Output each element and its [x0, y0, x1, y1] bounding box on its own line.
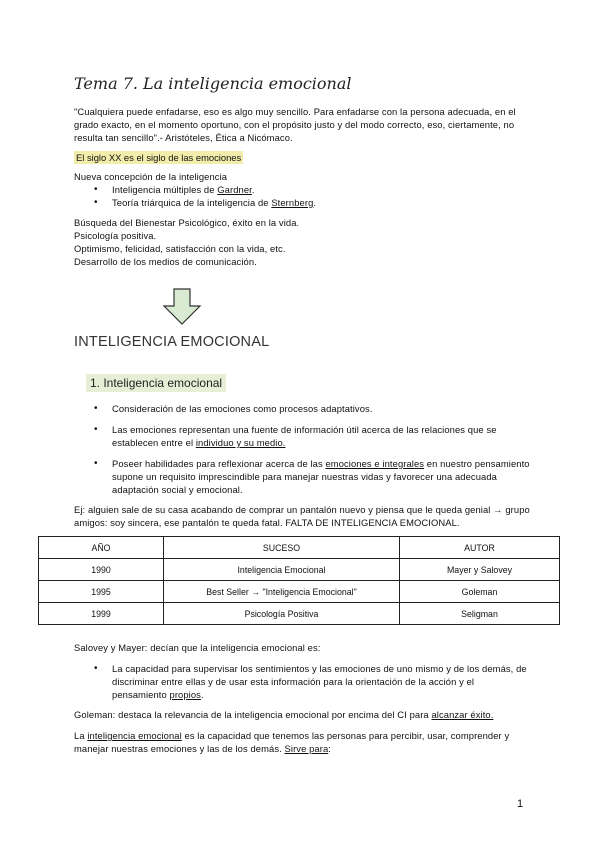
document-title: Tema 7. La inteligencia emocional [74, 74, 352, 93]
text: Poseer habilidades para reflexionar acerca de las [112, 458, 326, 469]
underlined-text: emociones e integrales [325, 458, 425, 469]
list-item [90, 662, 530, 701]
definition-paragraph [74, 729, 534, 755]
salovey-paragraph: Salovey y Mayer: decían que la inteligencia emocional es: [74, 642, 321, 653]
highlighted-statement: El siglo XX es el siglo de las emociones [76, 152, 242, 163]
list-item [90, 402, 530, 415]
down-arrow-icon [162, 288, 202, 331]
line: Búsqueda del Bienestar Psicológico, éxito en la vida. [74, 217, 300, 228]
text: en nuestro pensamiento supone un requisito imprescindible para manejar nuestras vidas y favorecer una adecuada adaptación social y emocional. [112, 458, 530, 495]
line: Psicología positiva. [74, 230, 157, 241]
table-header-row [39, 537, 560, 559]
gardner-link: Gardner [217, 184, 252, 195]
underlined-text: alcanzar éxito. [431, 709, 494, 720]
table-cell: Psicología Positiva [164, 603, 400, 625]
text: : [328, 743, 331, 754]
underlined-text: propios [169, 689, 201, 700]
list-item [90, 457, 530, 496]
underlined-text: Sirve para [284, 743, 329, 754]
text: . [200, 689, 204, 700]
section-heading: INTELIGENCIA EMOCIONAL [74, 334, 270, 350]
table-cell: Best Seller → "Inteligencia Emocional" [164, 581, 400, 603]
inteligencia-list [90, 183, 316, 209]
page-number: 1 [517, 798, 524, 810]
line: Optimismo, felicidad, satisfacción con la vida, etc. [74, 243, 286, 254]
text: Teoría triárquica de la inteligencia de [112, 197, 272, 208]
text: Inteligencia múltiples de [112, 184, 218, 195]
table-row [39, 559, 560, 581]
lines-block [74, 216, 299, 268]
table-cell: 1999 [39, 603, 164, 625]
table-cell: Goleman [400, 581, 560, 603]
header-cell: AUTOR [400, 537, 560, 559]
list-item [90, 196, 316, 209]
table-cell: Seligman [400, 603, 560, 625]
table-cell: Mayer y Salovey [400, 559, 560, 581]
text: Consideración de las emociones como procesos adaptativos. [112, 403, 373, 414]
nueva-concepcion-label: Nueva concepción de la inteligencia [74, 171, 228, 182]
list-item [90, 423, 530, 449]
text: La [74, 730, 88, 741]
goleman-paragraph [74, 708, 493, 721]
underlined-text: individuo y su medio. [195, 437, 286, 448]
line: Desarrollo de los medios de comunicación. [74, 256, 257, 267]
sternberg-link: Sternberg [271, 197, 314, 208]
text: La capacidad para supervisar los sentimientos y las emociones de uno mismo y de los demás, de discriminar entre ellas y de usar esta información para la orientación de la acción y el pensamiento [112, 663, 527, 700]
table-row [39, 603, 560, 625]
header-cell: SUCESO [164, 537, 400, 559]
text: . [313, 197, 317, 208]
subsection-title: 1. Inteligencia emocional [86, 374, 226, 392]
list-item [90, 183, 316, 196]
text: . [251, 184, 255, 195]
table-row [39, 581, 560, 603]
text: es la capacidad que tenemos las personas para percibir, usar, comprender y manejar nuestras emociones y las de los demás. [74, 730, 510, 754]
table-cell: 1990 [39, 559, 164, 581]
history-table [38, 536, 560, 625]
header-cell: AÑO [39, 537, 164, 559]
emociones-list [90, 402, 530, 504]
quote-paragraph: "Cualquiera puede enfadarse, eso es algo muy sencillo. Para enfadarse con la persona adecuada, en el grado exacto, en el momento oportuno, con el propósito justo y del modo correcto, eso, ciertamente, no resulta tan sencillo".- Aristóteles, Ética a Nicómaco. [74, 106, 516, 143]
table-cell: 1995 [39, 581, 164, 603]
definition-list [90, 662, 530, 701]
example-paragraph: Ej: alguien sale de su casa acabando de comprar un pantalón nuevo y piensa que le queda genial → grupo amigos: soy sincera, ese pantalón te queda fatal. FALTA DE INTELIGENCIA EMOCIONAL. [74, 504, 530, 528]
table-cell: Inteligencia Emocional [164, 559, 400, 581]
text: Las emociones representan una fuente de información útil acerca de las relaciones que se establecen entre el [112, 424, 497, 448]
text: Goleman: destaca la relevancia de la inteligencia emocional por encima del CI para [74, 709, 432, 720]
underlined-text: inteligencia emocional [87, 730, 182, 741]
